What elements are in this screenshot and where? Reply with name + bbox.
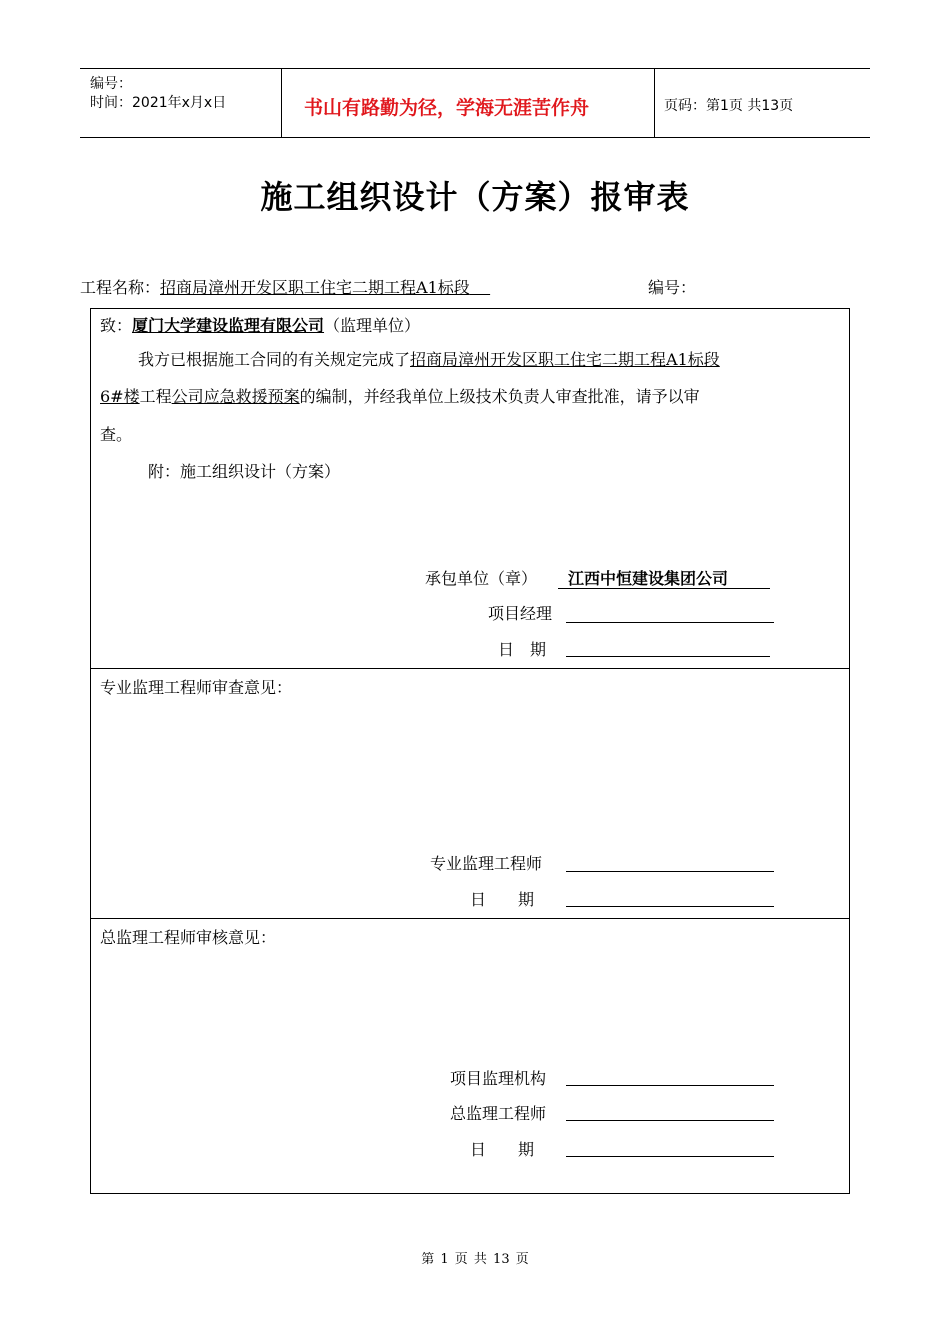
supervisor-company: 厦门大学建设监理有限公司 bbox=[132, 316, 325, 335]
date-label-1: 日 期 bbox=[498, 640, 547, 659]
date-line-1 bbox=[566, 656, 770, 657]
header-left-cell bbox=[80, 69, 280, 137]
page-footer: 第 1 页 共 13 页 bbox=[421, 1252, 529, 1267]
section3-heading: 总监理工程师审核意见： bbox=[100, 928, 277, 947]
form-box bbox=[90, 308, 850, 1194]
number-label: 编号： bbox=[90, 76, 132, 92]
body-prefix: 我方已根据施工合同的有关规定完成了 bbox=[138, 350, 411, 369]
date-line-2 bbox=[566, 906, 774, 907]
manager-label: 项目经理 bbox=[488, 604, 553, 623]
engineer-label: 专业监理工程师 bbox=[430, 854, 543, 873]
contractor-label: 承包单位（章） bbox=[425, 569, 538, 588]
body-building: 6#楼 bbox=[100, 387, 140, 406]
body-plan: 公司应急救援预案 bbox=[171, 387, 300, 406]
contractor-field bbox=[558, 566, 770, 589]
chief-label: 总监理工程师 bbox=[450, 1104, 547, 1123]
body-line-3: 查。 bbox=[100, 425, 133, 444]
header-right-cell bbox=[654, 69, 870, 137]
project-line bbox=[80, 275, 490, 298]
date-label-2: 日 期 bbox=[470, 890, 535, 909]
supervisor-suffix: （监理单位） bbox=[324, 316, 421, 335]
attachment-line: 附：施工组织设计（方案） bbox=[148, 462, 341, 481]
manager-signature-line bbox=[566, 622, 774, 623]
body-line-1 bbox=[138, 347, 720, 370]
header-table bbox=[80, 68, 870, 138]
body-mid: 工程 bbox=[139, 387, 172, 406]
page-info: 页码：第1页 共13页 bbox=[664, 98, 794, 114]
section2-heading: 专业监理工程师审查意见： bbox=[100, 678, 293, 697]
body-line-2 bbox=[100, 384, 700, 407]
org-label: 项目监理机构 bbox=[450, 1069, 547, 1088]
addressee-line bbox=[100, 313, 420, 336]
org-signature-line bbox=[566, 1085, 774, 1086]
motto-text: 书山有路勤为径，学海无涯苦作舟 bbox=[304, 97, 590, 119]
project-name-underline-pad bbox=[470, 278, 490, 297]
page-title: 施工组织设计（方案）报审表 bbox=[260, 178, 690, 216]
section-divider-2 bbox=[90, 918, 850, 919]
engineer-signature-line bbox=[566, 871, 774, 872]
project-label: 工程名称： bbox=[80, 278, 161, 297]
contractor-name: 江西中恒建设集团公司 bbox=[568, 569, 729, 588]
date-label-3: 日 期 bbox=[470, 1140, 535, 1159]
section-divider-1 bbox=[90, 668, 850, 669]
to-label: 致： bbox=[100, 316, 133, 335]
body-project: 招商局漳州开发区职工住宅二期工程A1标段 bbox=[410, 350, 720, 369]
header-motto-cell bbox=[281, 69, 655, 137]
time-label: 时间：2021年x月x日 bbox=[90, 95, 227, 111]
chief-signature-line bbox=[566, 1120, 774, 1121]
project-number-label: 编号： bbox=[648, 278, 697, 297]
date-line-3 bbox=[566, 1156, 774, 1157]
project-name: 招商局漳州开发区职工住宅二期工程A1标段 bbox=[160, 278, 470, 297]
body-suffix: 的编制，并经我单位上级技术负责人审查批准，请予以审 bbox=[299, 387, 700, 406]
